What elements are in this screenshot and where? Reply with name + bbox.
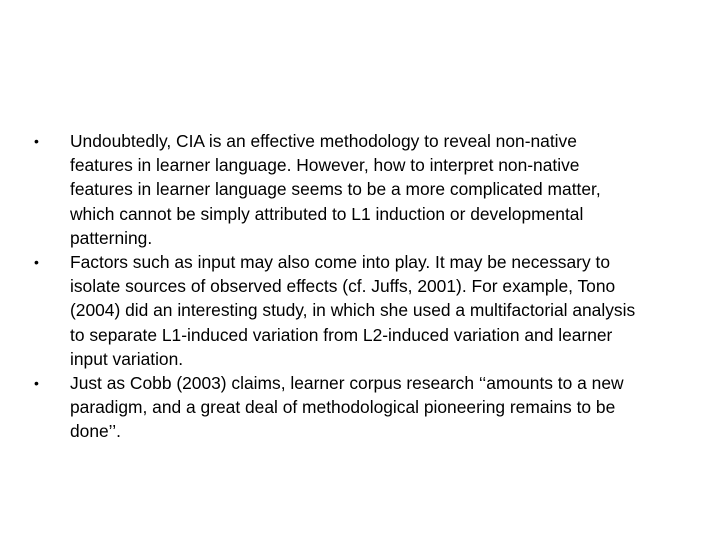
bullet-icon: •	[34, 133, 39, 149]
bullet-text-line: paradigm, and a great deal of methodological pioneering remains to be	[70, 397, 616, 418]
bullet-text-line: (2004) did an interesting study, in which she used a multifactorial analysis	[70, 300, 636, 321]
bullet-text-line: Just as Cobb (2003) claims, learner corpus research ‘‘amounts to a new	[70, 373, 624, 394]
bullet-text-line: Undoubtedly, CIA is an effective methodology to reveal non-native	[70, 131, 577, 151]
bullet-text-line: to separate L1-induced variation from L2-induced variation and learner	[70, 324, 613, 345]
bullet-text-line: features in learner language seems to be a more complicated matter,	[70, 179, 601, 200]
bullet-text-line: features in learner language. However, how to interpret non-native	[70, 155, 580, 176]
bullet-item-cia	[34, 129, 684, 250]
bullet-text-line: done’’.	[70, 421, 121, 442]
bullet-text-line: isolate sources of observed effects (cf. Juffs, 2001). For example, Tono	[70, 276, 616, 297]
bullet-item-input-factors	[34, 250, 684, 371]
bullet-list	[34, 129, 684, 444]
bullet-icon: •	[34, 254, 39, 271]
bullet-text-line: Factors such as input may also come into play. It may be necessary to	[70, 252, 610, 273]
bullet-icon: •	[34, 375, 39, 392]
bullet-text-line: input variation.	[70, 348, 184, 369]
bullet-text-line: which cannot be simply attributed to L1 induction or developmental	[70, 203, 584, 224]
bullet-text-line: patterning.	[70, 227, 153, 248]
bullet-item-cobb-quote	[34, 371, 684, 444]
